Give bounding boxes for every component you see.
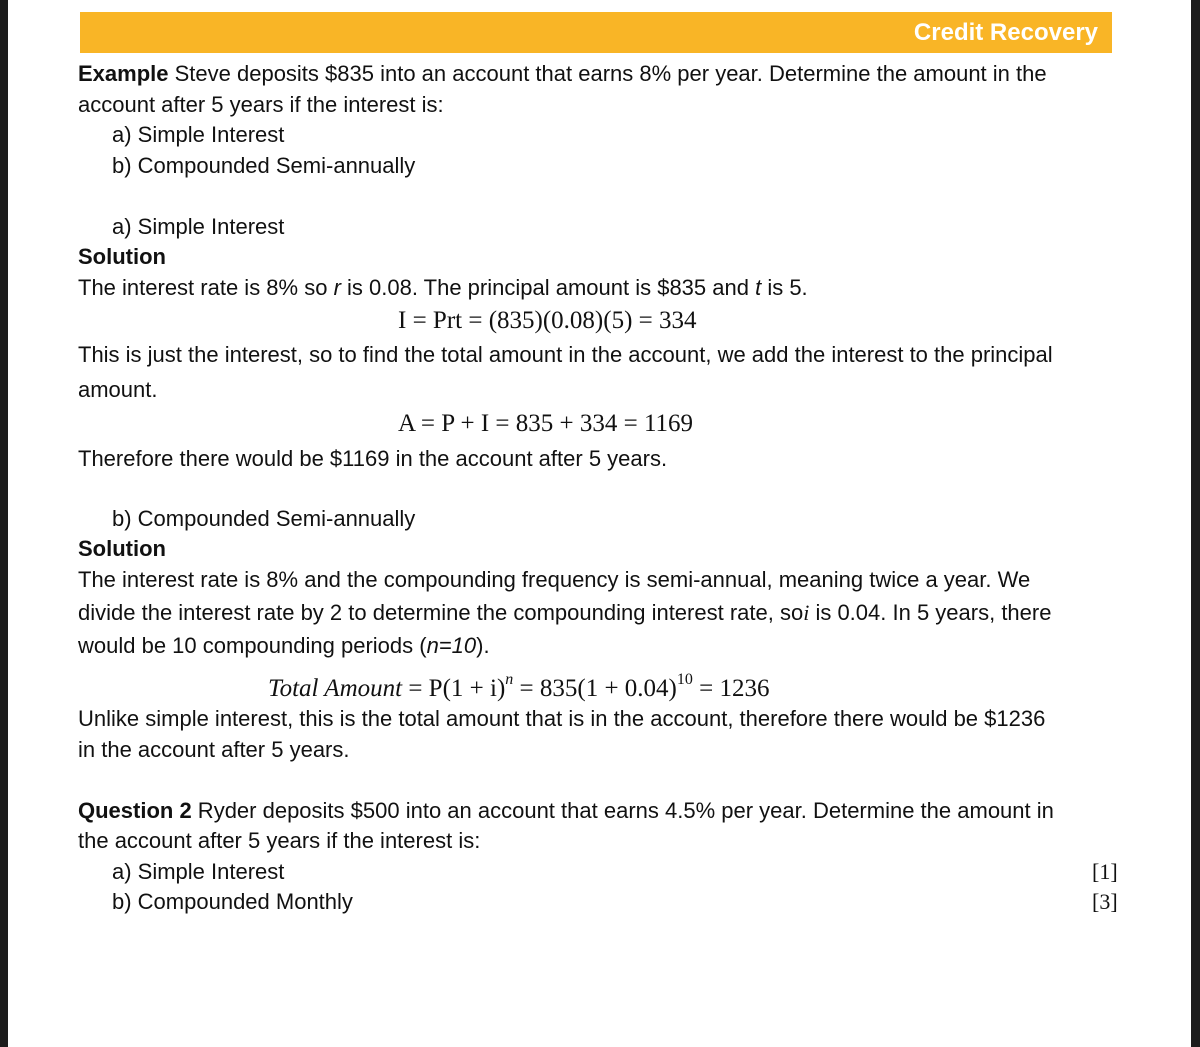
formula-simple-interest: I = Prt = (835)(0.08)(5) = 334 bbox=[398, 307, 697, 334]
part-a-heading: a) Simple Interest bbox=[112, 214, 285, 239]
part-a-line-2: This is just the interest, so to find the total amount in the account, we add the interest to the principal bbox=[78, 342, 1053, 367]
f1: Total Amount bbox=[268, 675, 403, 702]
part-a-line-1 bbox=[78, 275, 808, 301]
f6: = 1236 bbox=[692, 675, 770, 702]
var-i: i bbox=[803, 600, 810, 625]
t5: is 0.04. In 5 years, there bbox=[809, 600, 1052, 625]
example-part-a: a) Simple Interest bbox=[112, 122, 285, 147]
part-b-line-4: Unlike simple interest, this is the total amount that is in the account, therefore there would be $1236 bbox=[78, 706, 1046, 731]
f2: = P(1 + i) bbox=[402, 675, 506, 702]
t7: ). bbox=[476, 633, 490, 658]
t3: is 5. bbox=[761, 275, 808, 300]
part-b-line-5: in the account after 5 years. bbox=[78, 737, 350, 762]
formula-compound bbox=[268, 671, 770, 705]
part-b-line-2 bbox=[78, 600, 1051, 626]
part-b-solution: Solution bbox=[78, 536, 166, 561]
t2: is 0.08. The principal amount is $835 and bbox=[340, 275, 756, 300]
example-text: Steve deposits $835 into an account that earns 8% per year. Determine the amount in the bbox=[168, 61, 1047, 86]
question2-part-b-marks: [3] bbox=[1092, 889, 1118, 914]
example-label: Example bbox=[78, 61, 169, 86]
part-a-line-3: amount. bbox=[78, 377, 158, 402]
f4: = 835(1 + 0.04) bbox=[513, 675, 677, 702]
left-edge bbox=[0, 0, 8, 1047]
question2-part-a-marks: [1] bbox=[1092, 859, 1118, 884]
var-n: n=10 bbox=[426, 633, 477, 658]
part-a-solution: Solution bbox=[78, 244, 166, 269]
question2-part-b: b) Compounded Monthly bbox=[112, 889, 353, 914]
question2-label: Question 2 bbox=[78, 798, 192, 823]
part-b-heading: b) Compounded Semi-annually bbox=[112, 506, 416, 531]
t1: The interest rate is 8% so bbox=[78, 275, 334, 300]
part-b-line-1: The interest rate is 8% and the compounding frequency is semi-annual, meaning twice a year. We bbox=[78, 567, 1031, 592]
var-r: r bbox=[333, 275, 341, 300]
example-part-b: b) Compounded Semi-annually bbox=[112, 153, 416, 178]
header-title: Credit Recovery bbox=[913, 19, 1098, 46]
part-b-line-3 bbox=[78, 633, 490, 659]
f5: 10 bbox=[676, 671, 693, 688]
right-edge bbox=[1191, 0, 1200, 1047]
var-t: t bbox=[755, 275, 762, 300]
question2-text: Ryder deposits $500 into an account that earns 4.5% per year. Determine the amount in bbox=[191, 798, 1054, 823]
example-line-1 bbox=[78, 61, 1047, 87]
question2-part-a: a) Simple Interest bbox=[112, 859, 285, 884]
formula-total: A = P + I = 835 + 334 = 1169 bbox=[398, 410, 694, 437]
question2-line-1 bbox=[78, 798, 1054, 824]
header-banner bbox=[80, 12, 1112, 53]
f3: n bbox=[505, 671, 514, 688]
t6: would be 10 compounding periods ( bbox=[78, 633, 427, 658]
question2-line-2: the account after 5 years if the interest is: bbox=[78, 828, 481, 853]
part-a-line-4: Therefore there would be $1169 in the account after 5 years. bbox=[78, 446, 668, 471]
t4: divide the interest rate by 2 to determine the compounding interest rate, so bbox=[78, 600, 804, 625]
example-line-2: account after 5 years if the interest is: bbox=[78, 92, 444, 117]
